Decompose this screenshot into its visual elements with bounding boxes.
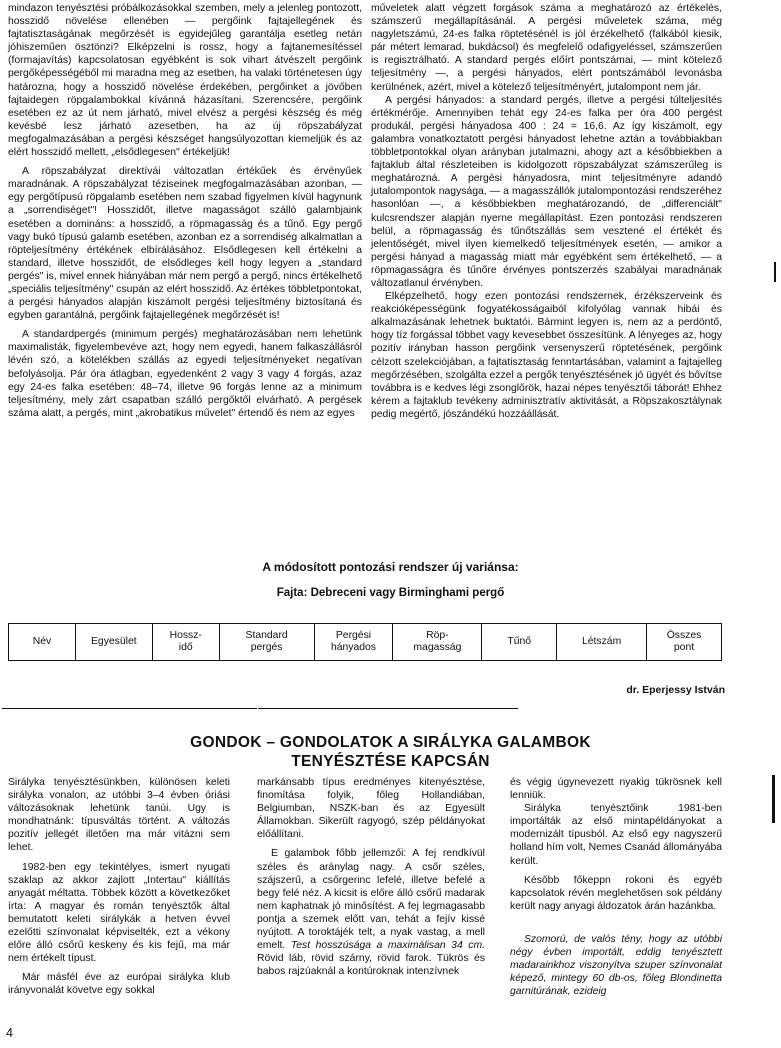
breed-heading: Fajta: Debreceni vagy Birminghami pergő — [276, 587, 505, 599]
paragraph: A standardpergés (minimum pergés) meghatározásában nem lehetünk maximalisták, figyelembevéve azt, hogy nem egyedi, hanem falkaszállásról lévén szó, a kötelékben szállás az egyedi teljesítményeket negatívan befolyásolja. Pár óra átlagban, egyedenként 2 vagy 3 vagy 4 forgás, azaz egy 24-es falka esetében: 48–74, illetve 96 forgás lenne az a minimum teljesítmény, mely zárt csapatban szálló pergőktől elvárható. A pergések száma alatt, a pergés, mint „akrobatikus művelet" értendő és nem az egyes — [8, 329, 362, 419]
paragraph: 1982-ben egy tekintélyes, ismert nyugati szaklap az akkor zajlott „Intertau" kiállítás anyagát méltatta. Többek között a következőket írta: A magyar és román tenyésztők által bemutatott keleti sirálykák a hetven évvel ezelőtti színvonalat képviselték, ezt a vékony előre álló csőrű keskeny és kis fejű, ma már nem értékelt típust. — [8, 861, 230, 965]
variant-heading: A módosított pontozási rendszer új variánsa: — [262, 560, 519, 574]
paragraph-text: Rövid láb, rövid szárny, rövid farok. Tükrös és babos rajzúaknál a kontúroknak intenzívnek — [257, 953, 485, 978]
paragraph: A röpszabályzat direktívái változatlan értékűek és érvényűek maradnának. A röpszabályzat téziseinek megfogalmazásában azonban, — egy pergőtípusú röpgalamb esetében nem szabad figyelmen kívül hagynunk a „sorrendiséget"! Hosszidőt, illetve magasságot szálló galambjaink esetében a domináns: a hosszidő, a röpmagasság és a tűnő. Egy pergő vagy bukó típusú galamb esetében, azonban ez a sorrendiség alkalmatlan a röpteljesítmény értékének elbírálásához. Elsődlegesen kell értékelni a standard, illetve hosszidőt, de elsődleges kell hogy legyen a „standard pergés" is, mivel ennek hiányában már nem pergő a pergő, nincs értékelhető „speciális teljesítmény" csupán az elért hosszidő. Az értékes többletpontokat, a pergési hányados alapján kiszámolt pergési teljesítmény biztosítaná és egyben garantálná, pergőink fajtajellegének megőrzését is! — [8, 166, 362, 322]
paragraph: és végig úgynevezett nyakig tükrösnek kell lenniük. — [510, 777, 722, 802]
emphasis-text: Test hosszúsága a maximálisan 34 cm. — [290, 940, 485, 952]
table-header-cell: Röp- magasság — [393, 624, 482, 661]
top-left-column — [8, 2, 362, 420]
paragraph: Már másfél éve az európai sirályka klub irányvonalát követve egy sokkal — [8, 972, 230, 997]
paragraph: műveletek alatt végzett forgások száma a meghatározó az értékelés, számszerű megállapításánál. A pergési műveletek száma, még nagyletszámú, 24-es falka röptetésénél is jól érzékelhető (falkából kiesik, pár métert lemarad, bukdácsol) és megfelelő odafigyeléssel, számszerűen is regisztrálható. A standard pergés előírt pontszámai, — mint kötelező teljesítmény —, a pergési hányados, elért pontszámából levonásba kerülnének, azért, mivel a kötelező teljesítményért, jutalompont nem jár. — [371, 3, 722, 93]
article-title-line: GONDOK – GONDOLATOK A SIRÁLYKA GALAMBOK — [190, 734, 591, 751]
article-column-3 — [510, 776, 722, 998]
table-header-cell: Tűnő — [482, 624, 557, 661]
paragraph: A pergési hányados: a standard pergés, illetve a pergési túlteljesítés értékmérője. Amennyiben tehát egy 24-es falka per óra 400 pergést produkál, pergési hányadosa 400 : 24 = 16,6. Az így kiszámolt, egy galambra vonatkoztatott pergési hányadost lehetne aztán a továbbiakban többletpontokkal olyan arányban jutalmazni, ahogy azt a későbbiekben a fajtaklub által részleteiben is kidolgozott röpszabályzat számszerűleg is meghatározná. A pergési hányadosra, mint teljesítményre adandó jutalompontok nagysága, — a magasszállók jutalompontozási rendszeréhez hasonlóan —, a későbbiekben meghatározandó, de „differenciált" kulcsrendszer alapján nyerne megállapítást. Ezen pontozási rendszeren belül, a röpmagasság és tűnőtszállás sem vesztené el értékét és jelentőségét, mivel ilyen kiemelkedő teljesítmények esetén, — amikor a pergési hányad a magasság miatt már egyébként sem értékelhető, — a röpmagasságra és tűnőre érvényes pontszerzés szabályai maradnának változatlanul érvényben. — [371, 94, 722, 289]
paragraph: markánsabb típus eredményes kitenyésztése, finomítása folyik, főleg Hollandiában, Belgiumban, NSZK-ban és az Egyesült Államokban. Sikerült ragyogó, szép példányokat előállítani. — [257, 777, 485, 841]
margin-mark — [774, 262, 776, 282]
article-column-2 — [257, 776, 485, 978]
score-table — [8, 623, 722, 661]
table-header-cell: Standard pergés — [219, 624, 314, 661]
divider — [258, 708, 518, 709]
author-signature: dr. Eperjessy István — [626, 684, 725, 696]
table-header-cell: Pergési hányados — [314, 624, 393, 661]
table-header-cell: Hossz- idő — [152, 624, 219, 661]
paragraph: Elképzelhető, hogy ezen pontozási rendszernek, érzékszerveink és reakcióképességünk fogyatékosságaiból kifolyólag vannak hibái és alkalmazásának lehetnek buktatói. Bármint legyen is, nem az a perdöntő, hogy tíz forgással többet vagy kevesebbet összesítünk. A lényeges az, hogy pozitív irányban hasson pergőink versenyszerű röptetésének, pergőink célzott szelekciójában, a fajtatisztaság fenntartásában, valamint a fajtajelleg megőrzésében, szolgálta ezzel a pergők tenyésztésének jó ügyét és bővítse továbbra is e kedves légi zsonglőrök, hazai népes tenyésztői táborát! Ehhez kérem a fajtaklub tevékeny adminisztratív aktivitását, a Röpszakosztálynak pedig megértő, jószándékú hozzáállását. — [371, 291, 722, 420]
paragraph: mindazon tenyésztési próbálkozásokkal szemben, mely a jelenleg pontozott, hosszidő növelése ellenében — pergőink fajtajellegének és fajtatisztaságának megőrzését is egyidejűleg garantálja esetleg netán jóhiszeműen ösztönzi? Elképzelni is rossz, hogy a fajtanemesítéssel (formajavítás) kapcsolatosan egyébként is sok vihart átvészelt pergőink pergőképességéből mi maradna meg az esetben, ha valaki történetesen úgy határozna, hogy a hosszidő növelése érdekében, pergőinket a jövőben fajtaidegen röpgalambokkal kívánná házasítani. Szerencsére, pergőink esetében ez az út nem járható, mivel elvész a pergési készség és még kevésbé lesz járható azesetben, ha az új röpszabályzat megfogalmazásában a pergési készséget hangsúlyozottan kiemeljük és az elért hosszidő mellett, „elsődlegesen" értékeljük! — [8, 3, 362, 159]
article-title-line: TENYÉSZTÉSE KAPCSÁN — [291, 753, 490, 770]
paragraph — [257, 847, 485, 978]
article-title — [0, 733, 781, 771]
top-right-column — [371, 2, 722, 421]
paragraph-text: E galambok főbb jellemzői: A fej rendkívül széles és aránylag nagy. A csőr széles, szájszerű, a csőrgerinc lefelé, illetve befelé a begy felé néz. A kicsit is előre álló csőrű madarak nem kaphatnak jó minősítést. A fej legmagasabb pontja a szemek előtt van, tehát a fejív kissé nyújtott. A toroktájék telt, a nyak vastag, a mell emelt. — [257, 848, 485, 952]
table-header-cell: Egyesület — [75, 624, 152, 661]
paragraph: Később főkeppn rokoni és egyéb kapcsolatok révén meglehetősen sok példány került nagy anyagi áldozatok árán hazánkba. — [510, 874, 722, 912]
table-header-cell: Név — [9, 624, 76, 661]
paragraph: Sirályka tenyésztőink 1981-ben importálták az első mintapéldányokat a modernizált típusból. Az első egy nagyszerű holland hím volt, Nemes Csanád állományába került. — [510, 803, 722, 867]
divider — [2, 708, 257, 709]
page-number: 4 — [6, 1026, 13, 1040]
paragraph: Sirályka tenyésztésünkben, különösen keleti sirályka vonalon, az utóbbi 3–4 évben óriási változásoknak lehetünk tanúi. Ugy is mondhatnánk: típusváltás történt. A változás pozitív jellegét illetően ma már vitázni sem lehet. — [8, 777, 230, 854]
table-header-cell: Összes pont — [647, 624, 722, 661]
table-header-cell: Létszám — [557, 624, 647, 661]
margin-mark — [772, 775, 775, 823]
article-column-1 — [8, 776, 230, 998]
paragraph: Szomorú, de valós tény, hogy az utóbbi négy évben importált, eddig tenyésztett madarainkhoz viszonyítva szuper színvonalat képező, mintegy 60 db-os, főleg Blondinetta garnitúrának, ezideig — [510, 933, 722, 998]
table-header-row — [9, 624, 722, 661]
